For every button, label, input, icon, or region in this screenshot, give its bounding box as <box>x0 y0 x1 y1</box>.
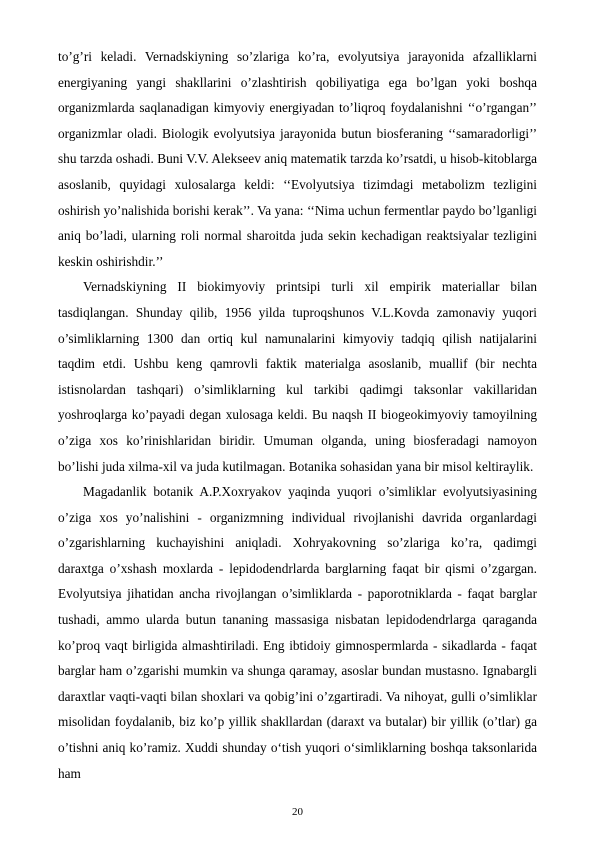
document-body <box>58 44 537 786</box>
paragraph-3: Magadanlik botanik A.P.Xoxryakov yaqinda yuqori o’simliklar evolyutsiyasining o’ziga xos yo’nalishini - organizmning individual rivojlanishi davrida organlardagi o’zgarishlarning kuchayishini aniqladi. Xohryakovning so’zlariga ko’ra, qadimgi daraxtga o’xshash moxlarda - lepidodendrlarda barglarning faqat bir qismi o’zgargan. Evolyutsiya jihatidan ancha rivojlangan o’simliklarda - paporotniklarda - faqat barglar tushadi, ammo ularda butun tananing massasiga nisbatan lepidodendrlarga qaraganda ko’proq vaqt birligida almashtiriladi. Eng ibtidoiy gimnospermlarda - sikadlarda - faqat barglar ham o’zgarishi mumkin va shunga qaramay, asoslar bundan mustasno. Ignabargli daraxtlar vaqti-vaqti bilan shoxlari va qobig’ini o’zgartiradi. Va nihoyat, gulli o’simliklar misolidan foydalanib, biz ko’p yillik shakllardan (daraxt va butalar) bir yillik (o’tlar) ga o’tishni aniq ko’ramiz. Xuddi shunday o‘tish yuqori o‘simliklarning boshqa taksonlarida ham <box>58 484 537 781</box>
page-number: 20 <box>292 806 303 818</box>
paragraph-1: to’g’ri keladi. Vernadskiyning so’zlariga ko’ra, evolyutsiya jarayonida afzalliklarni energiyaning yangi shakllarini o’zlashtirish qobiliyatiga ega bo’lgan yoki boshqa organizmlarda saqlanadigan kimyoviy energiyadan to’liqroq foydalanishni ‘‘o’rgangan’’ organizmlar oladi. Biologik evolyutsiya jarayonida butun biosferaning ‘‘samaradorligi’’ shu tarzda oshadi. Buni V.V. Alekseev aniq matematik tarzda ko’rsatdi, u hisob-kitoblarga asoslanib, quyidagi xulosalarga keldi: ‘‘Evolyutsiya tizimdagi metabolizm tezligini oshirish yo’nalishida borishi kerak’’. Va yana: ‘‘Nima uchun fermentlar paydo bo’lganligi aniq bo’ladi, ularning roli normal sharoitda juda sekin kechadigan reaktsiyalar tezligini keskin oshirishdir.’’ <box>58 49 537 269</box>
paragraph-2: Vernadskiyning II biokimyoviy printsipi turli xil empirik materiallar bilan tasdiqlangan. Shunday qilib, 1956 yilda tuproqshunos V.L.Kovda zamonaviy yuqori o’simliklarning 1300 dan ortiq kul namunalarini kimyoviy tadqiq qilish natijalarini taqdim etdi. Ushbu keng qamrovli faktik materialga asoslanib, muallif (bir nechta istisnolardan tashqari) o’simliklarning kul tarkibi qadimgi taksonlar vakillaridan yoshroqlarga ko’payadi degan xulosaga keldi. Bu naqsh II biogeokimyoviy tamoyilning o’ziga xos ko’rinishlaridan biridir. Umuman olganda, uning biosferadagi namoyon bo’lishi juda xilma-xil va juda kutilmagan. Botanika sohasidan yana bir misol keltiraylik. <box>58 279 537 474</box>
